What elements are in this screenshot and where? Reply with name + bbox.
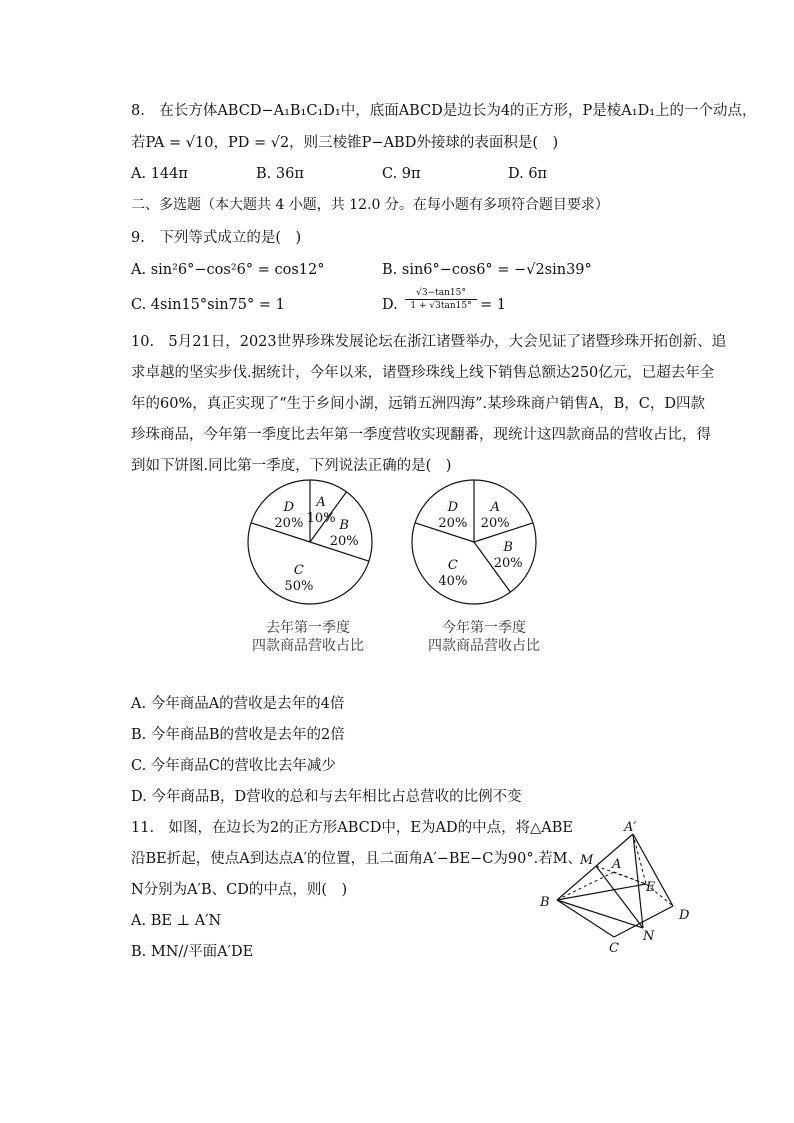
- q8-stem-line2: 若PA = √10，PD = √2，则三棱锥P−ABD外接球的表面积是( ): [131, 135, 559, 151]
- q9-option-c: C. 4sin15°sin75° = 1: [131, 297, 285, 313]
- label-c: C: [609, 941, 619, 956]
- q9-option-d-label: D.: [382, 297, 398, 313]
- dashed-a1-e: [633, 834, 646, 884]
- section-heading-multi-choice: 二、多选题（本大题共 4 小题，共 12.0 分。在每小题有多项符合题目要求）: [131, 197, 609, 213]
- q10-stem-line4: 珍珠商品，今年第一季度比去年第一季度营收实现翻番，现统计这四款商品的营收占比，得: [131, 427, 711, 443]
- segment-b-n: [557, 900, 643, 928]
- label-n: N: [643, 929, 655, 944]
- q10-option-b: B. 今年商品B的营收是去年的2倍: [131, 727, 345, 743]
- pie1-slice-c-value: 50%: [284, 579, 314, 595]
- q9-option-b: B. sin6°−cos6° = −√2sin39°: [382, 262, 592, 278]
- q11-option-b: B. MN//平面A′DE: [131, 944, 254, 960]
- q11-pyramid-figure: [530, 812, 710, 962]
- pie2-slice-d-label: D: [447, 499, 459, 515]
- pie2-caption-line2: 四款商品营收占比: [428, 638, 540, 654]
- pie1-caption-line2: 四款商品营收占比: [252, 638, 364, 654]
- pie1-slice-d-label: D: [283, 499, 295, 515]
- q10-stem-line3: 年的60%，真正实现了“生于乡间小湖，远销五洲四海”.某珍珠商户销售A，B，C，D四款: [131, 396, 706, 412]
- q10-stem-line5: 到如下饼图.同比第一季度，下列说法正确的是( ): [131, 458, 452, 474]
- label-b: B: [540, 895, 550, 910]
- edge-b-e: [557, 884, 646, 900]
- q9-option-d-denominator: 1 + √3tan15°: [410, 301, 472, 311]
- edge-a1-b: [557, 834, 633, 900]
- q9-option-d-rhs: = 1: [480, 297, 506, 313]
- label-m: M: [580, 853, 594, 868]
- q10-stem-line2: 求卓越的坚实步伐.据统计，今年以来，诸暨珍珠线上线下销售总额达250亿元，已超去年全: [131, 365, 715, 381]
- pie2-slice-a-value: 20%: [480, 515, 510, 531]
- q8-option-a: A. 144π: [131, 166, 188, 182]
- pie1-slice-d-value: 20%: [274, 515, 304, 531]
- q11-option-a: A. BE ⊥ A′N: [131, 913, 222, 929]
- q8-stem-line1: 8. 在长方体ABCD−A₁B₁C₁D₁中，底面ABCD是边长为4的正方形，P是棱A₁D₁上的一个动点，: [131, 103, 757, 119]
- pie2-slice-b-value: 20%: [493, 556, 523, 572]
- label-a-prime: A′: [624, 820, 637, 835]
- q11-stem-line3: N分别为A′B、CD的中点，则( ): [131, 882, 348, 898]
- pie2-slice-d-value: 20%: [438, 515, 468, 531]
- q9-stem: 9. 下列等式成立的是( ): [131, 230, 302, 246]
- q10-option-c: C. 今年商品C的营收比去年减少: [131, 758, 336, 774]
- pie1-slice-a-label: A: [316, 494, 326, 510]
- q9-option-d-numerator: √3−tan15°: [405, 287, 477, 300]
- dashed-b-a: [557, 872, 614, 900]
- q10-stem-line1: 10. 5月21日，2023世界珍珠发展论坛在浙江诸暨举办，大会见证了诸暨珍珠开拓创新、追: [131, 334, 727, 350]
- pie2-slice-a-label: A: [490, 499, 500, 515]
- pie1-slice-a-value: 10%: [306, 510, 336, 526]
- pie2-caption-line1: 今年第一季度: [442, 620, 526, 636]
- pie1-slice-c-label: C: [293, 563, 304, 579]
- label-a: A: [612, 857, 622, 872]
- q11-stem-line1: 11. 如图，在边长为2的正方形ABCD中，E为AD的中点，将△ABE: [131, 820, 573, 836]
- label-e: E: [646, 880, 656, 895]
- q10-option-a: A. 今年商品A的营收是去年的4倍: [131, 696, 345, 712]
- pie2-slice-c-label: C: [447, 558, 458, 574]
- q9-option-a: A. sin²6°−cos²6° = cos12°: [131, 262, 325, 278]
- q8-option-b: B. 36π: [256, 166, 304, 182]
- edge-b-c: [557, 900, 614, 937]
- label-d: D: [679, 908, 690, 923]
- pie1-slice-b-value: 20%: [329, 533, 359, 549]
- pie1-slice-b-label: B: [339, 517, 349, 533]
- segment-m-n: [596, 866, 643, 928]
- pie2-slice-c-value: 40%: [438, 574, 468, 590]
- pie1-caption-line1: 去年第一季度: [266, 620, 350, 636]
- q10-option-d: D. 今年商品B，D营收的总和与去年相比占总营收的比例不变: [131, 789, 522, 805]
- q8-option-c: C. 9π: [382, 166, 421, 182]
- pie2-slice-b-label: B: [503, 540, 513, 556]
- q8-option-d: D. 6π: [508, 166, 548, 182]
- q11-stem-line2: 沿BE折起，使点A到达点A′的位置，且二面角A′−BE−C为90°.若M、: [131, 851, 583, 867]
